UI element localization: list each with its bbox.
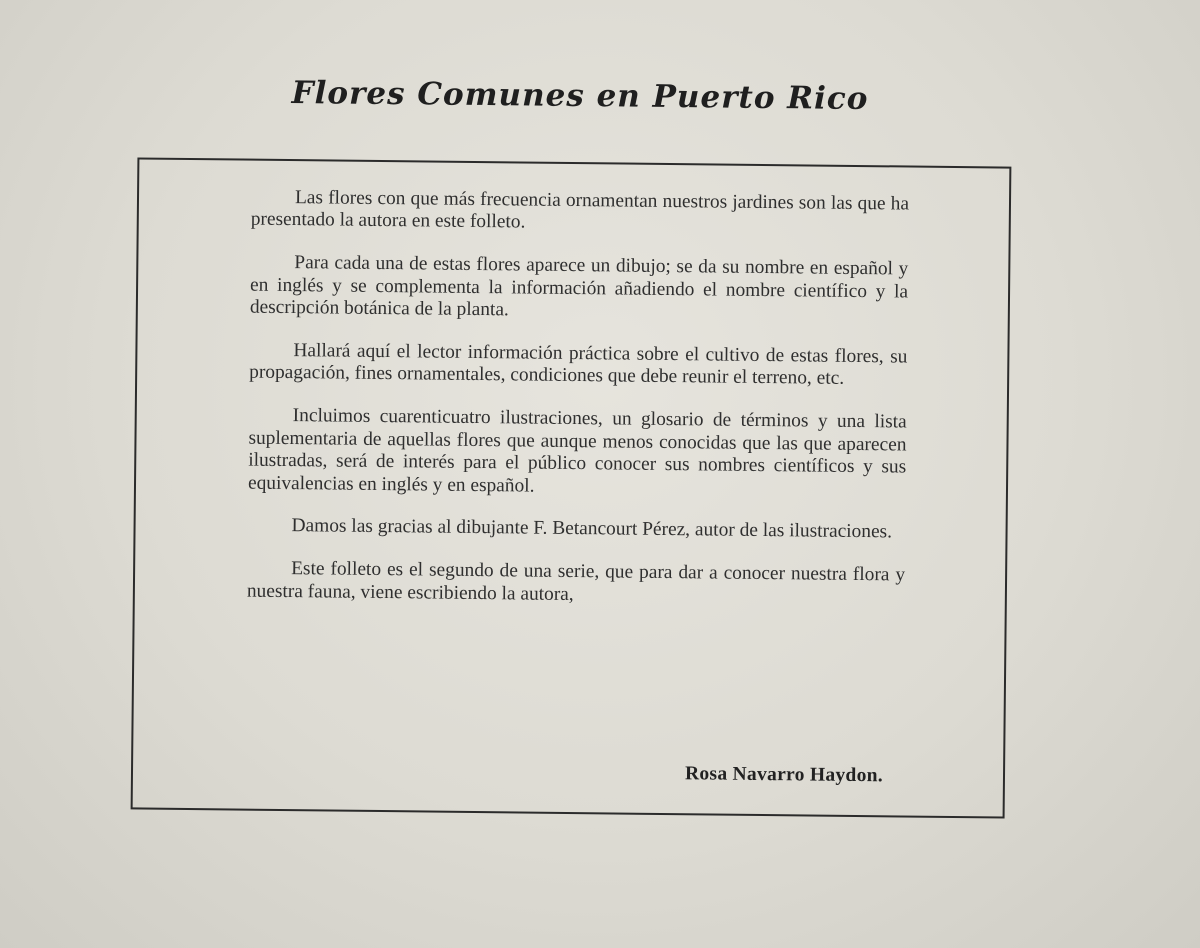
paragraph-2: Para cada una de estas flores aparece un dibujo; se da su nombre en español y en inglés y se complementa la información añadiendo el nombre científico y la descripción botánica de la planta. bbox=[249, 252, 909, 321]
text-frame bbox=[131, 157, 1012, 818]
body-text bbox=[247, 187, 910, 631]
paragraph-5: Damos las gracias al dibujante F. Betancourt Pérez, autor de las ilustraciones. bbox=[291, 515, 893, 543]
paragraph-1: Las flores con que más frecuencia ornamentan nuestros jardines son las que ha presentado la autora en este folleto. bbox=[250, 187, 910, 233]
author-signature: Rosa Navarro Haydon. bbox=[684, 763, 884, 787]
paragraph-4: Incluimos cuarenticuatro ilustraciones, un glosario de términos y una lista suplementaria de aquellas flores que aunque menos conocidas que las que aparecen ilustradas, será de interés para el público conocer sus nombres científicos y sus equivalencias en inglés y en español. bbox=[247, 405, 907, 497]
paragraph-6: Este folleto es el segundo de una serie, que para dar a conocer nuestra flora y nuestra fauna, viene escribiendo la autora, bbox=[246, 558, 906, 605]
page-title: Flores Comunes en Puerto Rico bbox=[291, 74, 869, 118]
paragraph-3: Hallará aquí el lector información práctica sobre el cultivo de estas flores, su propagación, fines ornamentales, condiciones que debe reunir el terreno, etc. bbox=[249, 340, 908, 390]
